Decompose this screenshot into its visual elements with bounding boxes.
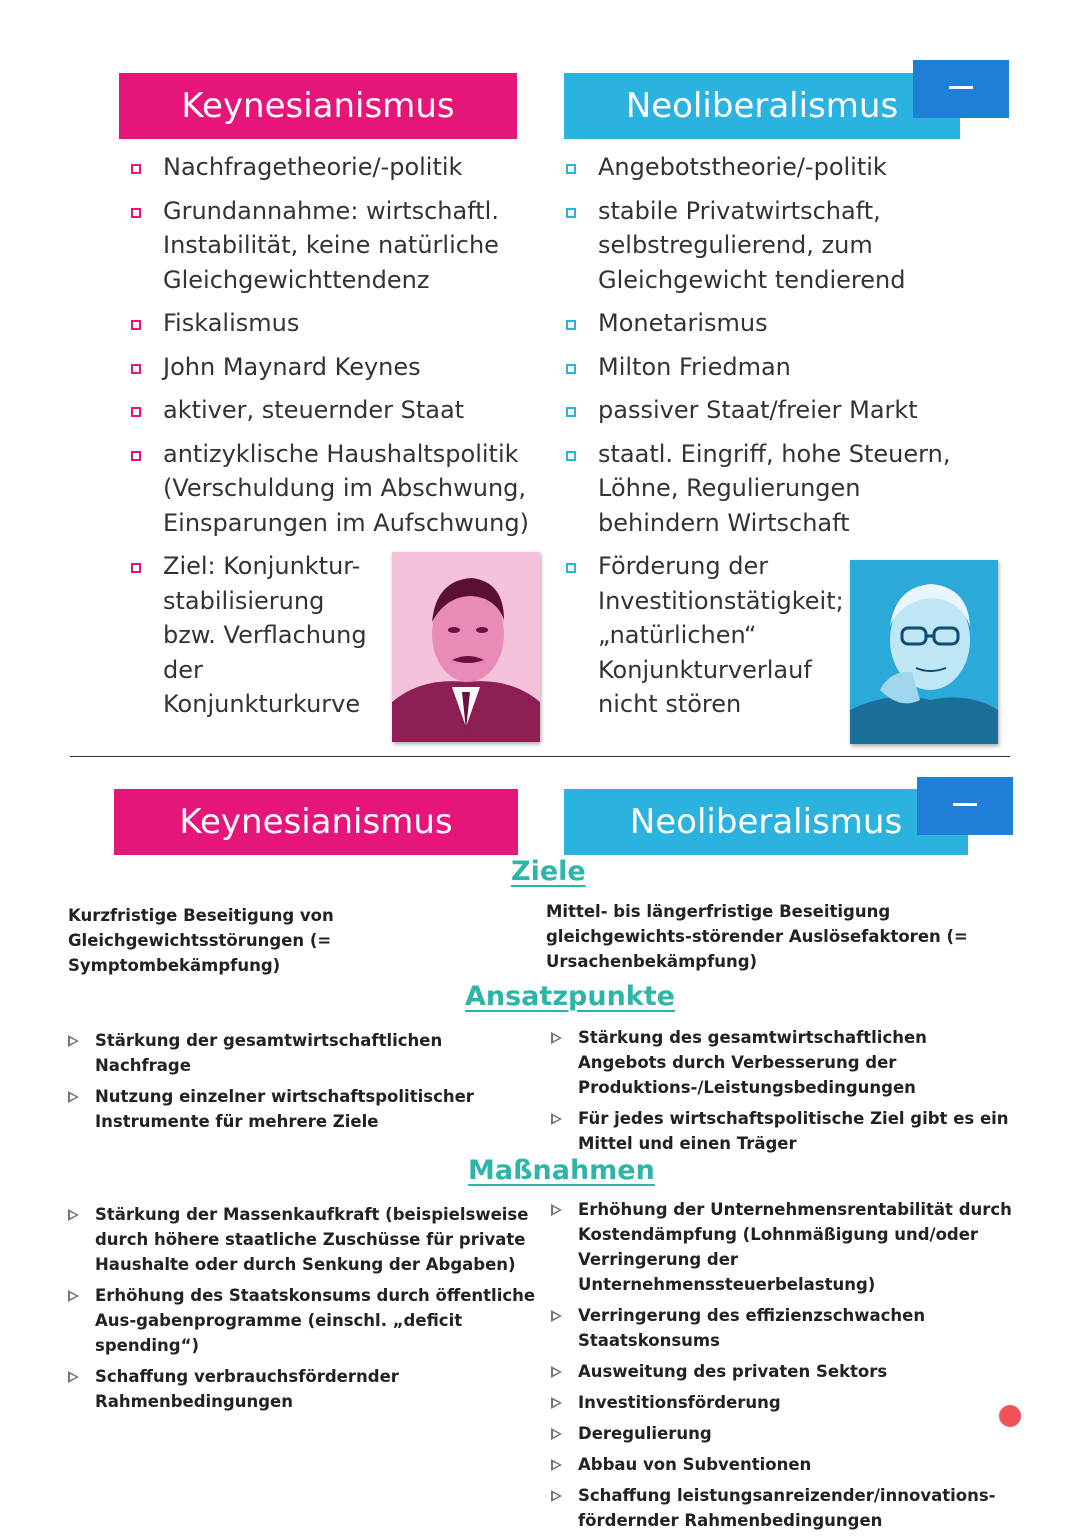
list-item: Grundannahme: wirtschaftl. Instabilität, keine natürliche Gleichgewichttendenz bbox=[119, 194, 529, 298]
minus-icon[interactable] bbox=[913, 60, 1009, 118]
neolib-header: Neoliberalismus bbox=[564, 73, 960, 139]
ansatzpunkte-neolib-list bbox=[551, 1025, 1021, 1162]
divider bbox=[70, 756, 1010, 757]
red-dot-marker bbox=[999, 1405, 1021, 1427]
list-item: Deregulierung bbox=[551, 1421, 1026, 1446]
square-bullet-icon bbox=[131, 563, 141, 573]
neolib-header-2: Neoliberalismus bbox=[564, 789, 968, 855]
square-bullet-icon bbox=[131, 407, 141, 417]
list-item: Schaffung verbrauchsfördernder Rahmenbedingungen bbox=[68, 1364, 543, 1414]
square-bullet-icon bbox=[131, 320, 141, 330]
list-item: Stärkung der Massenkaufkraft (beispielsweise durch höhere staatliche Zuschüsse für private Haushalte oder durch Senkung der Abgaben) bbox=[68, 1202, 543, 1277]
list-item: passiver Staat/freier Markt bbox=[554, 393, 984, 428]
list-item: Investitionsförderung bbox=[551, 1390, 1026, 1415]
list-item: Abbau von Subventionen bbox=[551, 1452, 1026, 1477]
massnahmen-neolib-list bbox=[551, 1197, 1026, 1539]
list-item: Milton Friedman bbox=[554, 350, 984, 385]
section-title-ziele: Ziele bbox=[511, 856, 586, 887]
keynes-portrait bbox=[392, 552, 540, 742]
triangle-bullet-icon bbox=[551, 1113, 562, 1125]
triangle-bullet-icon bbox=[68, 1290, 79, 1302]
square-bullet-icon bbox=[131, 208, 141, 218]
list-item: John Maynard Keynes bbox=[119, 350, 529, 385]
ziele-neolib: Mittel- bis längerfristige Beseitigung gleichgewichts-störender Auslösefaktoren (= Ursachenbekämpfung) bbox=[546, 902, 968, 971]
massnahmen-keynes-list bbox=[68, 1202, 543, 1420]
square-bullet-icon bbox=[566, 320, 576, 330]
section-title-massnahmen: Maßnahmen bbox=[468, 1155, 655, 1186]
list-item: Verringerung des effizienzschwachen Staatskonsums bbox=[551, 1303, 1026, 1353]
square-bullet-icon bbox=[566, 208, 576, 218]
square-bullet-icon bbox=[566, 563, 576, 573]
minus-icon-2[interactable] bbox=[917, 777, 1013, 835]
list-item: aktiver, steuernder Staat bbox=[119, 393, 529, 428]
triangle-bullet-icon bbox=[68, 1091, 79, 1103]
square-bullet-icon bbox=[131, 164, 141, 174]
list-item: Monetarismus bbox=[554, 306, 984, 341]
section-title-ansatzpunkte: Ansatzpunkte bbox=[465, 981, 675, 1012]
list-item: stabile Privatwirtschaft, selbstregulierend, zum Gleichgewicht tendierend bbox=[554, 194, 908, 298]
triangle-bullet-icon bbox=[551, 1204, 562, 1216]
list-item: Erhöhung des Staatskonsums durch öffentliche Aus-gabenprogramme (einschl. „deficit spending“) bbox=[68, 1283, 543, 1358]
list-item: Fiskalismus bbox=[119, 306, 529, 341]
triangle-bullet-icon bbox=[551, 1366, 562, 1378]
square-bullet-icon bbox=[566, 164, 576, 174]
triangle-bullet-icon bbox=[68, 1209, 79, 1221]
triangle-bullet-icon bbox=[551, 1428, 562, 1440]
friedman-portrait bbox=[850, 560, 998, 744]
list-item: Angebotstheorie/-politik bbox=[554, 150, 984, 185]
ansatzpunkte-keynes-list bbox=[68, 1028, 538, 1140]
list-item: Förderung der Investitionstätigkeit; „natürlichen“ Konjunkturverlauf nicht stören bbox=[554, 549, 848, 722]
triangle-bullet-icon bbox=[551, 1032, 562, 1044]
keynes-header-2: Keynesianismus bbox=[114, 789, 518, 855]
triangle-bullet-icon bbox=[551, 1397, 562, 1409]
triangle-bullet-icon bbox=[551, 1490, 562, 1502]
list-item: Ziel: Konjunktur-stabilisierung bzw. Verflachung der Konjunkturkurve bbox=[119, 549, 373, 722]
keynes-header: Keynesianismus bbox=[119, 73, 517, 139]
square-bullet-icon bbox=[566, 407, 576, 417]
list-item: Erhöhung der Unternehmensrentabilität durch Kostendämpfung (Lohnmäßigung und/oder Verringerung der Unternehmenssteuerbelastung) bbox=[551, 1197, 1026, 1297]
triangle-bullet-icon bbox=[551, 1459, 562, 1471]
ziele-keynes: Kurzfristige Beseitigung von Gleichgewichtsstörungen (= Symptombekämpfung) bbox=[68, 906, 334, 975]
list-item: Stärkung der gesamtwirtschaftlichen Nachfrage bbox=[68, 1028, 538, 1078]
list-item: Schaffung leistungsanreizender/innovations-fördernder Rahmenbedingungen bbox=[551, 1483, 1026, 1533]
square-bullet-icon bbox=[131, 364, 141, 374]
square-bullet-icon bbox=[566, 364, 576, 374]
list-item: Nutzung einzelner wirtschaftspolitischer Instrumente für mehrere Ziele bbox=[68, 1084, 538, 1134]
list-item: antizyklische Haushaltspolitik (Verschuldung im Abschwung, Einsparungen im Aufschwung) bbox=[119, 437, 529, 541]
square-bullet-icon bbox=[566, 451, 576, 461]
list-item: Für jedes wirtschaftspolitische Ziel gibt es ein Mittel und einen Träger bbox=[551, 1106, 1021, 1156]
list-item: staatl. Eingriff, hohe Steuern, Löhne, Regulierungen behindern Wirtschaft bbox=[554, 437, 958, 541]
list-item: Nachfragetheorie/-politik bbox=[119, 150, 529, 185]
triangle-bullet-icon bbox=[68, 1371, 79, 1383]
square-bullet-icon bbox=[131, 451, 141, 461]
triangle-bullet-icon bbox=[68, 1035, 79, 1047]
triangle-bullet-icon bbox=[551, 1310, 562, 1322]
list-item: Ausweitung des privaten Sektors bbox=[551, 1359, 1026, 1384]
list-item: Stärkung des gesamtwirtschaftlichen Angebots durch Verbesserung der Produktions-/Leistungsbedingungen bbox=[551, 1025, 1021, 1100]
